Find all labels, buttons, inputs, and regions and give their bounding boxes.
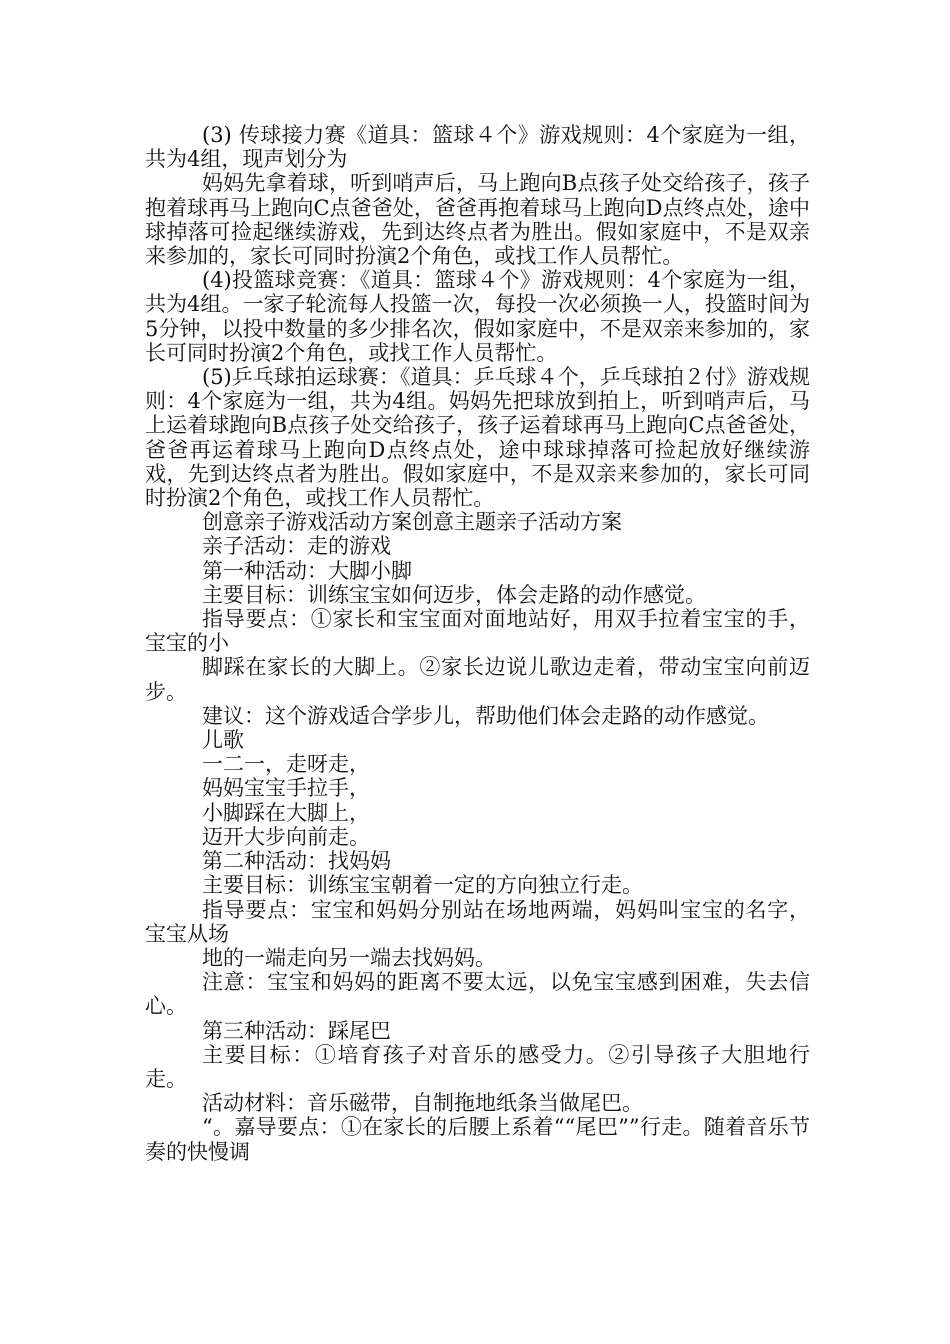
paragraph-relay-race: (3) 传球接力赛《道具：篮球４个》游戏规则：4个家庭为一组，共为4组，现声划分为 (145, 123, 810, 172)
paragraph-basketball-shooting: (4)投篮球竞赛：《道具：篮球４个》游戏规则：4个家庭为一组，共为4组。一家子轮流每人投篮一次，每投一次必须换一人，投篮时间为5分钟，以投中数量的多少排名次，假如家庭中，不是双亲来参加的，家长可同时扮演2个角色，或找工作人员帮忙。 (145, 268, 810, 365)
activity-2-goal: 主要目标：训练宝宝朝着一定的方向独立行走。 (202, 873, 643, 898)
activity-3-title: 第三种活动：踩尾巴 (202, 1018, 391, 1043)
activity-2-note: 注意：宝宝和妈妈的距离不要太远，以免宝宝感到困难，失去信心。 (145, 970, 810, 1019)
activity-3-materials: 活动材料：音乐磁带，自制拖地纸条当做尾巴。 (202, 1091, 643, 1116)
rhyme-line-1: 一二一，走呀走， (202, 752, 370, 777)
rhyme-line-4: 迈开大步向前走。 (202, 824, 370, 849)
activity-2-guide: 指导要点：宝宝和妈妈分别站在场地两端，妈妈叫宝宝的名字，宝宝从场 (145, 897, 810, 946)
activity-3-goal: 主要目标：①培育孩子对音乐的感受力。②引导孩子大胆地行走。 (145, 1042, 810, 1091)
activity-1-guide-cont: 脚踩在家长的大脚上。②家长边说儿歌边走着，带动宝宝向前迈步。 (145, 655, 810, 704)
activity-3-guide: “。嘉导要点：①在家长的后腰上系着““尾巴””行走。随着音乐节奏的快慢调 (145, 1115, 810, 1164)
activity-1-suggestion: 建议：这个游戏适合学步儿，帮助他们体会走路的动作感觉。 (202, 703, 769, 728)
rhyme-line-2: 妈妈宝宝手拉手， (202, 776, 370, 801)
rhyme-title: 儿歌 (202, 728, 244, 753)
section-title: 创意亲子游戏活动方案创意主题亲子活动方案 (202, 510, 622, 535)
document-body (145, 123, 810, 1164)
activity-2-guide-cont: 地的一端走向另一端去找妈妈。 (202, 945, 496, 970)
activity-1-goal: 主要目标：训练宝宝如何迈步，体会走路的动作感觉。 (202, 582, 706, 607)
activity-1-guide: 指导要点：①家长和宝宝面对面地站好，用双手拉着宝宝的手，宝宝的小 (145, 607, 810, 656)
paragraph-relay-rules: 妈妈先拿着球，听到哨声后，马上跑向B点孩子处交给孩子，孩子抱着球再马上跑向C点爸爸处，爸爸再抱着球马上跑向D点终点处，途中球掉落可捡起继续游戏，先到达终点者为胜出。假如家庭中，不是双亲来参加的，家长可同时扮演2个角色，或找工作人员帮忙。 (145, 171, 810, 269)
activity-1-title: 第一种活动：大脚小脚 (202, 558, 412, 583)
activity-heading: 亲子活动：走的游戏 (202, 534, 391, 559)
rhyme-line-3: 小脚踩在大脚上， (202, 800, 370, 825)
paragraph-pingpong-relay: (5)乒乓球拍运球赛：《道具：乒乓球４个，乒乓球拍２付》游戏规则：4个家庭为一组，共为4组。妈妈先把球放到拍上，听到哨声后，马上运着球跑向B点孩子处交给孩子，孩子运着球再马上跑向C点爸爸处，爸爸再运着球马上跑向D点终点处，途中球球掉落可捡起放好继续游戏，先到达终点者为胜出。假如家庭中，不是双亲来参加的，家长可同时扮演2个角色，或找工作人员帮忙。 (145, 365, 810, 511)
activity-2-title: 第二种活动：找妈妈 (202, 849, 391, 874)
